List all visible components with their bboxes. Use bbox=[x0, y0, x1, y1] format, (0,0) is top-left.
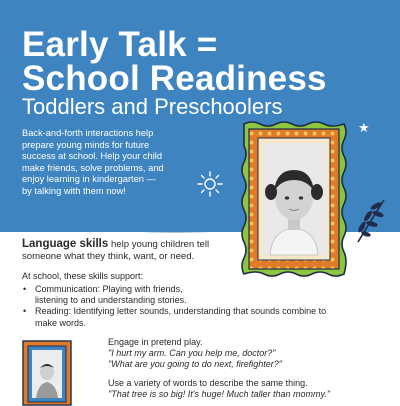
list-item bbox=[22, 284, 382, 306]
tip-lead: Engage in pretend play. bbox=[108, 337, 203, 347]
language-skills-heading: Language skills bbox=[22, 238, 109, 250]
tip-quote: "That tree is so big! It's huge! Much taller than mommy." bbox=[108, 388, 331, 399]
title-line-1: Early Talk = bbox=[22, 25, 218, 64]
bullet-text: make words. bbox=[35, 317, 87, 328]
intro-line: success at school. Help your child bbox=[22, 151, 163, 162]
skills-bullet-list bbox=[22, 284, 382, 329]
language-skills-paragraph bbox=[22, 238, 272, 263]
intro-line: prepare young minds for future bbox=[22, 139, 150, 150]
title-line-2: School Readiness bbox=[22, 59, 327, 98]
support-intro: At school, these skills support: bbox=[22, 271, 144, 281]
intro-line: Back-and-forth interactions help bbox=[22, 128, 154, 138]
leaf-branch-icon bbox=[354, 196, 388, 244]
intro-line: make friends, solve problems, and bbox=[22, 162, 164, 173]
bullet-text: listening to and understanding stories. bbox=[35, 295, 187, 306]
list-item bbox=[22, 306, 382, 328]
subtitle: Toddlers and Preschoolers bbox=[22, 94, 283, 119]
sun-doodle-icon bbox=[196, 170, 224, 198]
tips-section bbox=[108, 337, 398, 400]
second-photo-frame bbox=[22, 340, 72, 406]
language-skills-text: help young children tell bbox=[108, 239, 210, 250]
intro-line: enjoy learning in kindergarten — bbox=[22, 174, 156, 185]
tip-quote: "I hurt my arm. Can you help me, doctor?" bbox=[108, 348, 276, 359]
star-icon: ★ bbox=[358, 120, 370, 135]
bullet-text: Reading: Identifying letter sounds, understanding that sounds combine to bbox=[35, 306, 327, 317]
language-skills-text: someone what they think, want, or need. bbox=[22, 251, 195, 262]
intro-line: by talking with them now! bbox=[22, 185, 126, 196]
tip-quote: "What are you going to do next, firefighter?" bbox=[108, 359, 282, 370]
tip-lead: Use a variety of words to describe the same thing. bbox=[108, 377, 308, 388]
bullet-text: Communication: Playing with friends, bbox=[35, 284, 183, 294]
